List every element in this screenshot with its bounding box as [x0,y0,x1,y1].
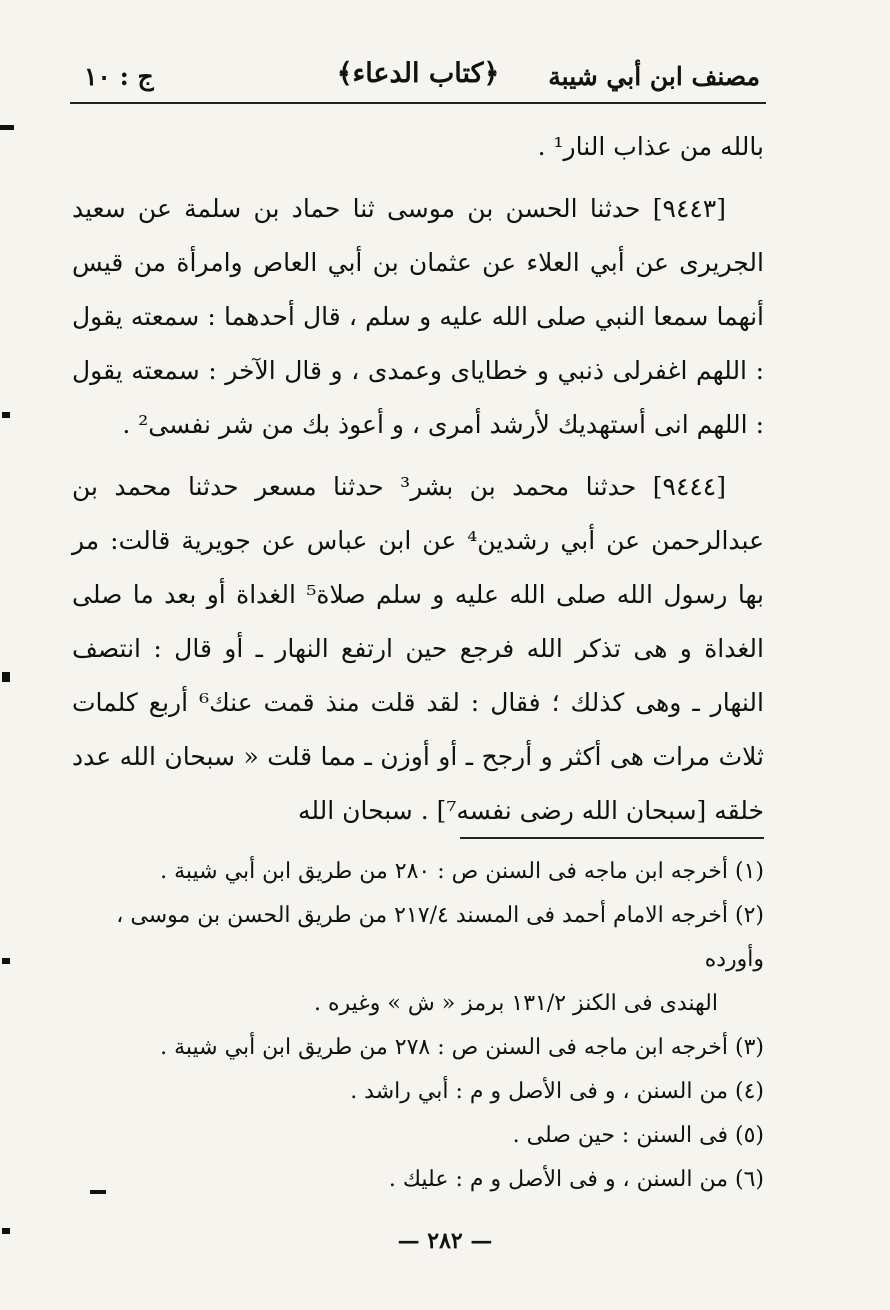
footnote-4: (٤) من السنن ، و فى الأصل و م : أبي راشد . [350,1079,764,1104]
footnote-rule [460,837,764,839]
page-number: — ٢٨٢ — [397,1228,493,1254]
header-rule [70,102,766,104]
scan-mark [2,958,10,964]
footnote-5: (٥) فى السنن : حين صلى . [512,1123,764,1148]
footnote-2-continued: الهندى فى الكنز ١٣١/٢ برمز « ش » وغيره . [314,991,718,1016]
scan-mark [90,1190,106,1194]
footnotes [72,850,764,1202]
footnote-3: (٣) أخرجه ابن ماجه فى السنن ص : ٢٧٨ من طريق ابن أبي شيبة . [160,1035,764,1060]
main-text [72,120,764,846]
section-title: ﴿كتاب الدعاء﴾ [336,58,500,89]
hadith-9443: [٩٤٤٣] حدثنا الحسن بن موسى ثنا حماد بن سلمة عن سعيد الجريرى عن أبي العلاء عن عثمان بن أبي العاص وامرأة من قيس أنهما سمعا النبي صلى الله عليه و سلم ، قال أحدهما : سمعته يقول : اللهم اغفرلى ذنبي و خطاياى وعمدى ، و قال الآخر : سمعته يقول : اللهم انى أستهديك لأرشد أمرى ، و أعوذ بك من شر نفسى² . [72,194,764,439]
scan-mark [2,1228,10,1234]
footnote-6: (٦) من السنن ، و فى الأصل و م : عليك . [388,1167,764,1192]
hadith-9444: [٩٤٤٤] حدثنا محمد بن بشر³ حدثنا مسعر حدثنا محمد بن عبدالرحمن عن أبي رشدين⁴ عن ابن عباس عن جويرية قالت: مر بها رسول الله صلى الله عليه و سلم صلاة⁵ الغداة أو بعد ما صلى الغداة و هى تذكر الله فرجع حين ارتفع النهار ـ أو قال : انتصف النهار ـ وهى كذلك ؛ فقال : لقد قلت منذ قمت عنك⁶ أربع كلمات ثلاث مرات هى أكثر و أرجح ـ أو أوزن ـ مما قلت « سبحان الله عدد خلقه [سبحان الله رضى نفسه⁷] . سبحان الله [72,472,764,825]
volume-number: ج : ١٠ [84,62,154,91]
scan-mark [2,672,10,682]
continuation-line: بالله من عذاب النار¹ . [537,132,764,161]
scan-mark [0,125,14,130]
book-title: مصنف ابن أبي شيبة [548,62,760,91]
footnote-1: (١) أخرجه ابن ماجه فى السنن ص : ٢٨٠ من طريق ابن أبي شيبة . [160,859,764,884]
footnote-2: (٢) أخرجه الامام أحمد فى المسند ٢١٧/٤ من طريق الحسن بن موسى ، وأورده [116,903,764,972]
page-header [70,50,766,98]
scan-mark [2,412,10,418]
